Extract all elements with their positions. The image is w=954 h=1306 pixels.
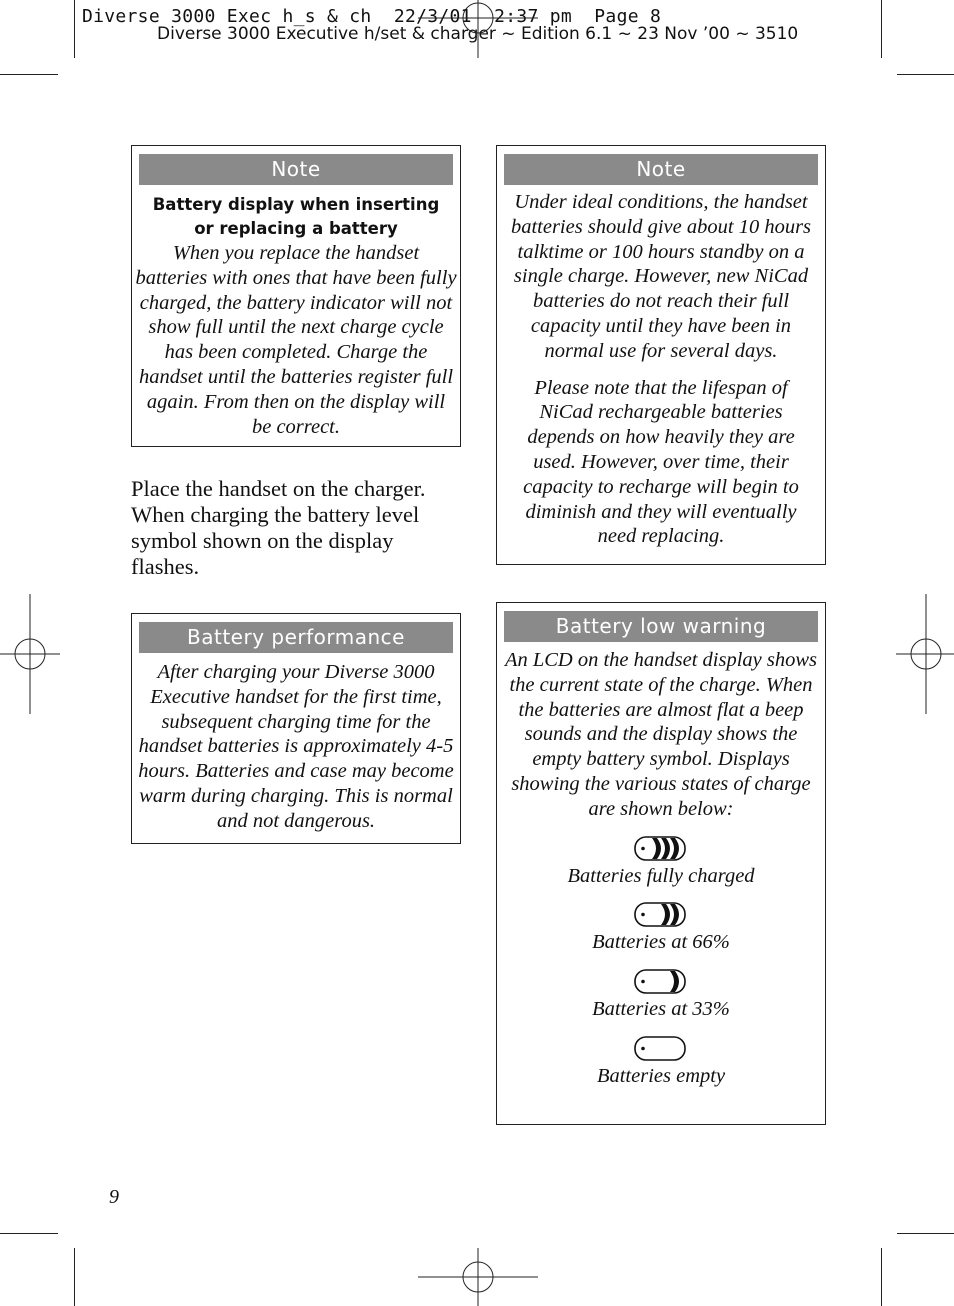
crop-mark: [0, 1233, 58, 1234]
battery-state-label: Batteries fully charged: [567, 864, 755, 887]
registration-mark-right: [896, 594, 954, 714]
crop-mark: [74, 0, 75, 58]
battery-low-warning-body: An LCD on the handset display shows the current state of the charge. When the batteries are almost flat a beep sounds and the display shows the empty battery symbol. Displays showing the various states of charge are shown below:: [504, 649, 818, 820]
crop-mark: [897, 74, 954, 75]
battery-state-label: Batteries empty: [596, 1064, 726, 1087]
battery-state-label: Batteries at 33%: [592, 998, 730, 1021]
note-box-battery-display: [131, 145, 461, 447]
battery-66-icon: [634, 902, 688, 928]
battery-state-label: Batteries at 66%: [592, 931, 730, 954]
battery-performance-box: [131, 613, 461, 844]
registration-mark-bottom: [418, 1246, 538, 1306]
page-number: 9: [109, 1186, 119, 1208]
crop-mark: [0, 74, 58, 75]
note-body-conditions: Under ideal conditions, the handset batteries should give about 10 hours talktime or 100 hours standby on a single charge. However, new NiCad batteries do not reach their full capacity until they have been in normal use for several days.: [510, 191, 812, 362]
print-slug: Diverse 3000 Exec h_s & ch 22/3/01 2:37 pm Page 8: [82, 6, 662, 27]
crop-mark: [881, 0, 882, 58]
battery-performance-body: After charging your Diverse 3000 Executive handset for the first time, subsequent charging time for the handset batteries is approximately 4-5 hours. Batteries and case may become warm during charging. This is normal and not dangerous.: [138, 661, 454, 832]
battery-low-warning-box: [496, 602, 826, 1125]
battery-performance-title: Battery performance: [139, 622, 453, 653]
registration-mark-top: [418, 0, 538, 60]
battery-empty-icon: [634, 1036, 688, 1062]
battery-full-icon: [634, 836, 688, 862]
crop-mark: [74, 1248, 75, 1306]
note-body-lifespan: Please note that the lifespan of NiCad rechargeable batteries depends on how heavily they are used. However, over time, their capacity to recharge will begin to diminish and they will eventually need replacing.: [523, 376, 799, 548]
instruction-paragraph: Place the handset on the charger. When charging the battery level symbol shown on the display flashes.: [131, 476, 426, 579]
note-subheading: Battery display when inserting or replacing a battery: [152, 195, 440, 238]
note-body: When you replace the handset batteries with ones that have been fully charged, the battery indicator will not show full until the next charge cycle has been completed. Charge the handset until the batteries register full again. From then on the display will be correct.: [135, 242, 457, 438]
crop-mark: [881, 1248, 882, 1306]
crop-mark: [897, 1233, 954, 1234]
battery-states: [497, 836, 825, 1089]
registration-mark-left: [0, 594, 60, 714]
note-box-title: Note: [139, 154, 453, 185]
note-box-battery-life: [496, 145, 826, 565]
battery-33-icon: [634, 969, 688, 995]
battery-low-warning-title: Battery low warning: [504, 611, 818, 642]
edition-line: Diverse 3000 Executive h/set & charger ~ Edition 6.1 ~ 23 Nov ’00 ~ 3510: [157, 24, 799, 44]
note-box-title: Note: [504, 154, 818, 185]
